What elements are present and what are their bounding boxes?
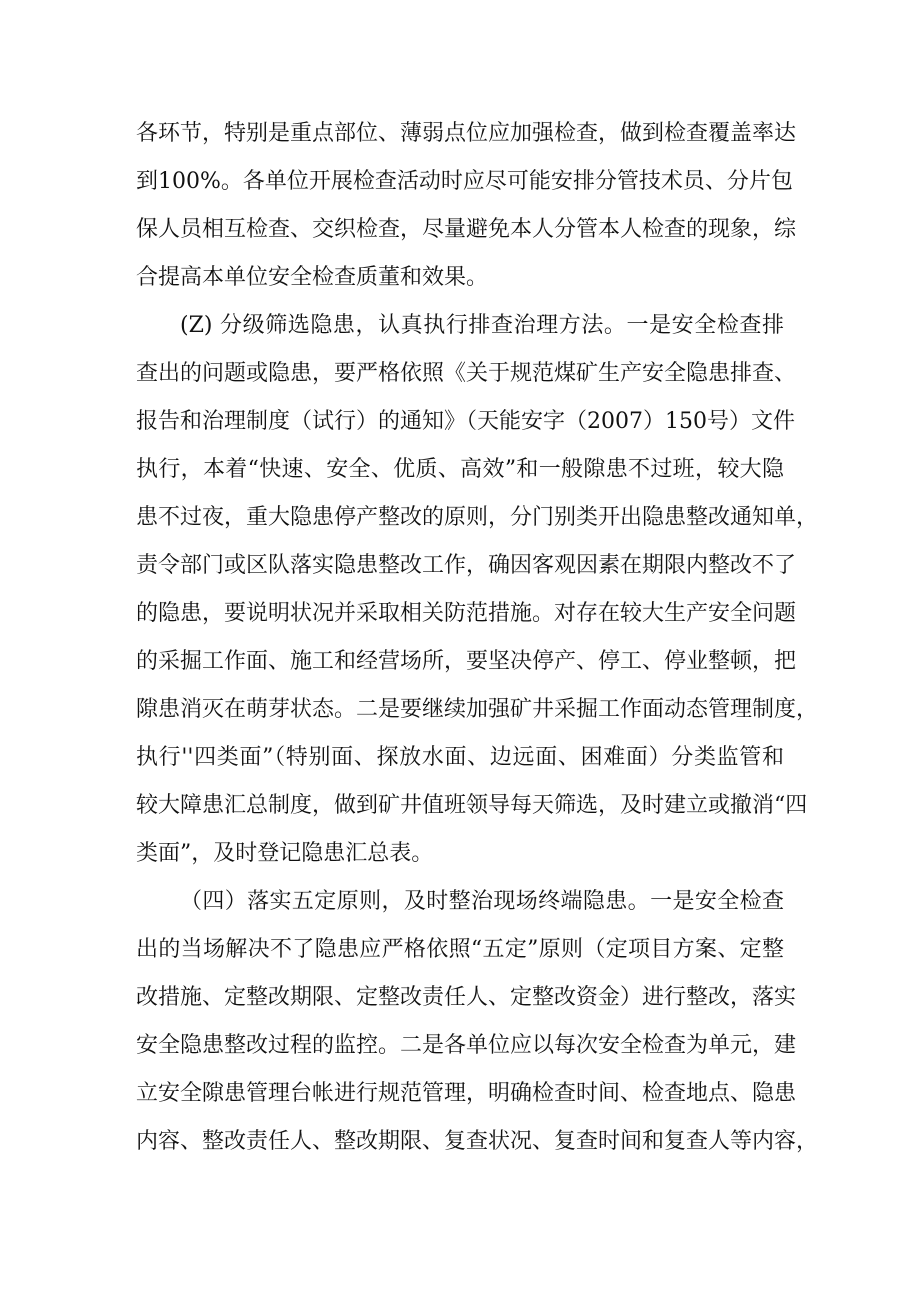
paragraph-2-line-8: 的采掘工作面、施工和经营场所，要坚决停产、停工、停业整顿，把 bbox=[136, 649, 797, 674]
paragraph-1-line-4: 合提高本单位安全检查质董和效果。 bbox=[136, 265, 489, 290]
paragraph-2-line-2: 查出的问题或隐患，要严格依照《关于规范煤矿生产安全隐患排查、 bbox=[136, 361, 797, 386]
paragraph-2-line-5: 患不过夜，重大隐患停产整改的原则，分门别类开出隐患整改通知单， bbox=[136, 505, 819, 530]
paragraph-3-line-2: 出的当场解决不了隐患应严格依照“五定”原则（定项目方案、定整 bbox=[136, 937, 784, 962]
document-body bbox=[136, 110, 819, 1166]
paragraph-1-line-2: 到100%。各单位开展检查活动时应尽可能安排分管技术员、分片包 bbox=[136, 169, 793, 194]
paragraph-3-line-3: 改措施、定整改期限、定整改责任人、定整改资金）进行整改，落实 bbox=[136, 985, 797, 1010]
paragraph-3-line-4: 安全隐患整改过程的监控。二是各单位应以每次安全检查为单元，建 bbox=[136, 1033, 797, 1058]
paragraph-2-line-3: 报告和治理制度（试行）的通知》（天能安字（2007）150号）文件 bbox=[136, 409, 795, 434]
paragraph-2-line-1: (Z) 分级筛选隐患，认真执行排查治理方法。一是安全检查排 bbox=[180, 313, 784, 338]
paragraph-2-line-6: 责令部门或区队落实隐患整改工作，确因客观因素在期限内整改不了 bbox=[136, 553, 797, 578]
paragraph-1-line-3: 保人员相互检查、交织检查，尽量避免本人分管本人检查的现象，综 bbox=[136, 217, 797, 242]
paragraph-2-line-7: 的隐患，要说明状况并采取相关防范措施。对存在较大生产安全问题 bbox=[136, 601, 797, 626]
paragraph-2-line-11: 较大障患汇总制度，做到矿井值班领导每天筛选，及时建立或撤消“四 bbox=[136, 793, 808, 818]
paragraph-2-line-4: 执行，本着“快速、安全、优质、高效”和一般隙患不过班，较大隐 bbox=[136, 457, 784, 482]
paragraph-2-line-9: 隙患消灭在萌芽状态。二是要继续加强矿井采掘工作面动态管理制度， bbox=[136, 697, 819, 722]
paragraph-3-line-5: 立安全隙患管理台帐进行规范管理，明确检查时间、检查地点、隐患 bbox=[136, 1081, 797, 1106]
paragraph-2-line-10: 执行''四类面”（特别面、探放水面、边远面、困难面）分类监管和 bbox=[136, 745, 784, 770]
paragraph-3-line-1: （四）落实五定原则，及时整治现场终端隐患。一是安全检查 bbox=[180, 889, 784, 914]
paragraph-3-line-6: 内容、整改责任人、整改期限、复查状况、复查时间和复查人等内容， bbox=[136, 1129, 819, 1154]
paragraph-2-line-12: 类面”，及时登记隐患汇总表。 bbox=[136, 841, 434, 866]
paragraph-1-line-1: 各环节，特别是重点部位、薄弱点位应加强检查，做到检查覆盖率达 bbox=[136, 121, 797, 146]
